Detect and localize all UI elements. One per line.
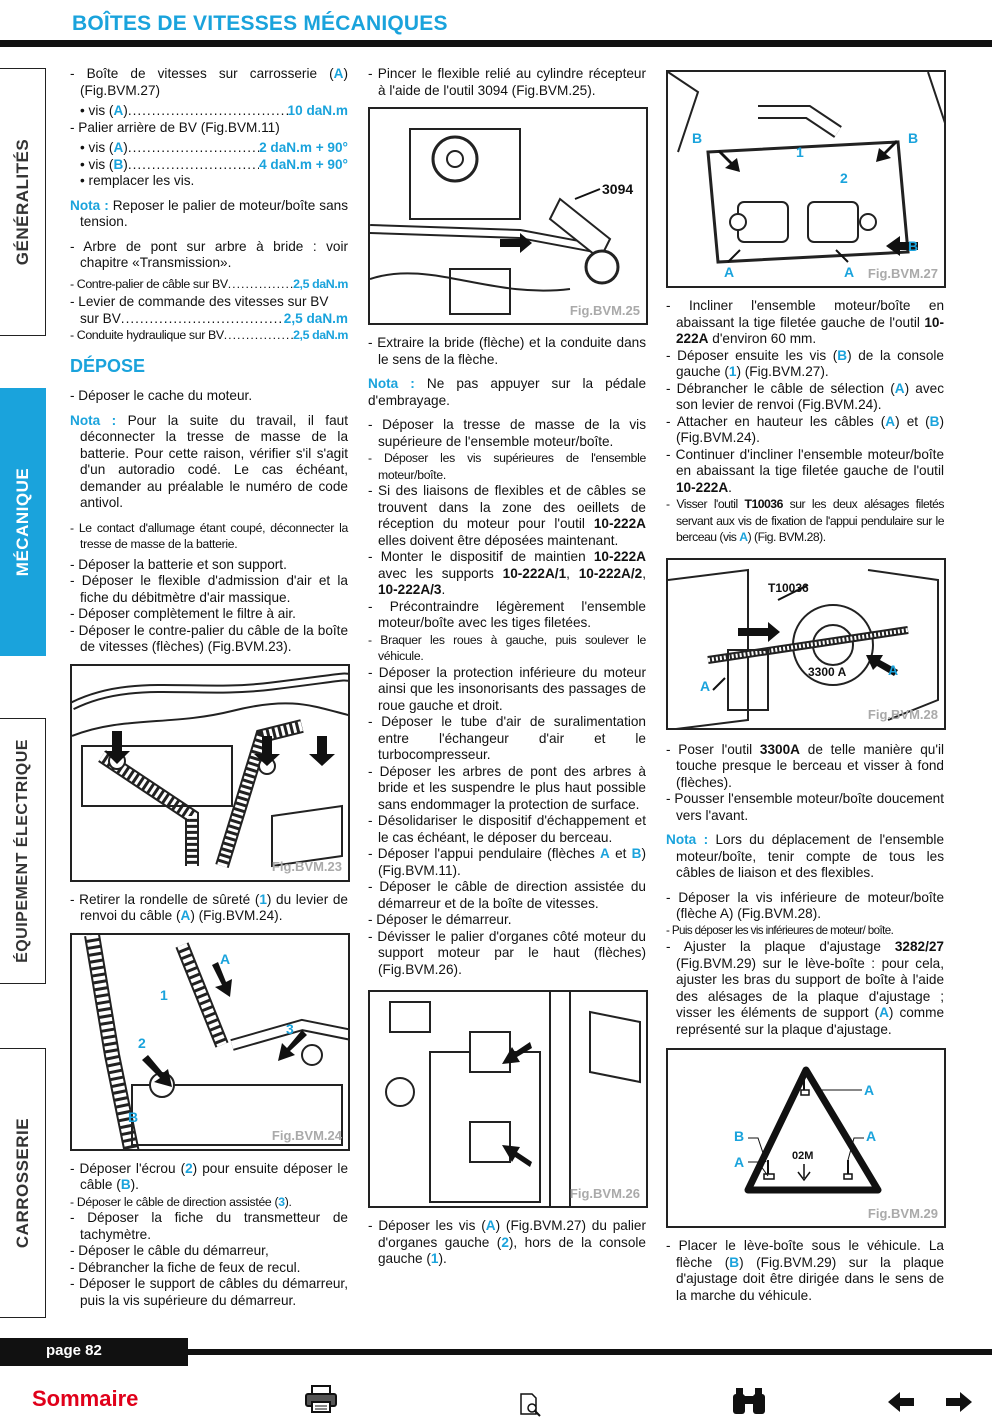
page-number-box — [0, 1338, 188, 1366]
torque-row: - Conduite hydraulique sur BV ..... 2,5 daN.m — [70, 327, 348, 344]
figure-drawing — [668, 1050, 946, 1228]
callout-label: B — [692, 130, 703, 146]
page-title: BOÎTES DE VITESSES MÉCANIQUES — [72, 12, 448, 35]
callout-label: A — [864, 1082, 875, 1098]
figure-bvm-27 — [666, 70, 946, 288]
text-paragraph: - Pousser l'ensemble moteur/boîte doucement vers l'avant. — [666, 791, 944, 823]
text-paragraph: - Désolidariser le dispositif d'échappement et le cas échéant, le déposer du berceau. — [368, 813, 646, 845]
nota-paragraph: Nota : Pour la suite du travail, il faut déconnecter la tresse de masse de la batterie. Pour cette raison, vérifier s'il s'agit d'un autoradio codé. Le cas échéant, demander au préalable le numéro de code antivol. — [70, 412, 348, 510]
tab-equipement-electrique[interactable] — [0, 718, 46, 984]
figure-caption: Fig.BVM.26 — [569, 1185, 640, 1201]
text-paragraph: - Déposer l'écrou (2) pour ensuite déposer le câble (B). — [70, 1160, 348, 1192]
text-paragraph: - Déposer la tresse de masse de la vis supérieure de l'ensemble moteur/boîte. — [368, 417, 646, 449]
text-paragraph: - Braquer les roues à gauche, puis soulever le véhicule. — [368, 632, 646, 663]
figure-bvm-26 — [368, 990, 648, 1208]
figure-drawing — [668, 72, 946, 288]
text-paragraph: - Déposer le câble du démarreur, — [70, 1243, 269, 1258]
figure-bvm-23 — [70, 664, 350, 882]
callout-label: A — [866, 1128, 877, 1144]
page-number: page 82 — [46, 1342, 102, 1359]
arrow-right-icon[interactable] — [944, 1390, 974, 1414]
text-paragraph: - Déposer le démarreur. — [368, 912, 512, 927]
figure-caption: Fig.BVM.29 — [867, 1205, 938, 1221]
callout-label: 2 — [138, 1034, 146, 1051]
figure-drawing — [72, 935, 350, 1151]
text-paragraph: - Retirer la rondelle de sûreté (1) du levier de renvoi du câble (A) (Fig.BVM.24). — [70, 891, 348, 923]
text-paragraph: - Déposer ensuite les vis (B) de la console gauche (1) (Fig.BVM.27). — [666, 347, 944, 379]
text-paragraph: - Levier de commande des vitesses sur BV — [70, 294, 329, 309]
arrow-left-icon[interactable] — [886, 1390, 916, 1414]
text-paragraph: - Le contact d'allumage étant coupé, déconnecter la tresse de masse de la batterie. — [70, 520, 348, 551]
callout-label: B — [128, 1108, 139, 1125]
torque-row: sur BV ..... 2,5 daN.m — [70, 311, 348, 328]
figure-bvm-24 — [70, 933, 350, 1151]
callout-label: A — [844, 264, 855, 280]
text-paragraph: - Déposer les vis supérieures de l'ensemble moteur/boîte. — [368, 451, 646, 482]
text-paragraph: - Débrancher la fiche de feux de recul. — [70, 1259, 301, 1275]
nota-paragraph: Nota : Reposer le palier de moteur/boîte sans tension. — [70, 197, 349, 229]
torque-row: - Contre-palier de câble sur BV ..... 2,5 daN.m — [70, 276, 348, 293]
callout-label: B — [734, 1128, 745, 1144]
nota-paragraph: Nota : Lors du déplacement de l'ensemble moteur/boîte, tenir compte de tous les câbles de liaison et des flexibles. — [666, 832, 945, 880]
callout-label: A — [888, 661, 899, 678]
tab-label: ÉQUIPEMENT ÉLECTRIQUE — [13, 739, 31, 963]
text-paragraph: - Arbre de pont sur arbre à bride : voir chapitre «Transmission». — [70, 238, 348, 270]
search-document-icon[interactable] — [518, 1392, 544, 1418]
text-paragraph: - Déposer le cache du moteur. — [70, 388, 253, 403]
callout-label: T10036 — [768, 580, 809, 595]
callout-label: B — [908, 130, 919, 146]
tab-label: GÉNÉRALITÉS — [12, 138, 32, 266]
text-paragraph: - Ajuster la plaque d'ajustage 3282/27 (Fig.BVM.29) sur le lève-boîte : pour cela, ajuster les bras du support de boîte à l'aide des alésages de la plaque d'ajustage ; visser les éléments de support (A) comme représenté sur la plaque d'ajustage. — [666, 939, 945, 1037]
figure-caption: Fig.BVM.27 — [867, 265, 938, 281]
text-paragraph: - Extraire la bride (flèche) et la conduite dans le sens de la flèche. — [368, 335, 646, 367]
figure-caption: Fig.BVM.23 — [271, 859, 342, 874]
text-paragraph: - Dévisser le palier d'organes côté moteur du support moteur par le haut (flèches) (Fig.BVM.26). — [368, 928, 646, 977]
printer-icon[interactable] — [304, 1384, 338, 1414]
text-paragraph: - Déposer le câble de direction assistée (3). — [70, 1194, 292, 1209]
text-paragraph: - Pincer le flexible relié au cylindre récepteur à l'aide de l'outil 3094 (Fig.BVM.25). — [368, 66, 646, 98]
tab-carrosserie[interactable] — [0, 1048, 46, 1318]
text-paragraph: • remplacer les vis. — [80, 173, 195, 188]
section-heading: DÉPOSE — [70, 355, 146, 376]
column-1 — [70, 66, 348, 1309]
torque-row: • vis (A) ..... 2 daN.m + 90° — [70, 140, 348, 157]
tab-generalites[interactable] — [0, 68, 46, 336]
figure-bvm-25 — [368, 107, 648, 325]
text-paragraph: - Monter le dispositif de maintien 10-222A avec les supports 10-222A/1, 10-222A/2, 10-222A/3. — [368, 549, 646, 597]
text-paragraph: - Précontraindre légèrement l'ensemble moteur/boîte avec les tiges filetées. — [368, 598, 646, 630]
nota-paragraph: Nota : Ne pas appuyer sur la pédale d'embrayage. — [368, 376, 647, 408]
text-paragraph: - Débrancher le câble de sélection (A) avec son levier de renvoi (Fig.BVM.24). — [666, 380, 944, 412]
text-paragraph: - Déposer la batterie et son support. — [70, 556, 287, 572]
text-paragraph: - Déposer la fiche du transmetteur de tachymètre. — [70, 1210, 348, 1242]
plate-label: 02M — [792, 1150, 814, 1162]
callout-label: 3094 — [602, 181, 634, 197]
callout-label: 3 — [286, 1020, 294, 1037]
torque-row: • vis (B) ..... 4 daN.m + 90° — [70, 157, 348, 174]
text-paragraph: - Déposer le flexible d'admission d'air et la fiche du débitmètre d'air massique. — [70, 573, 348, 605]
text-paragraph: - Incliner l'ensemble moteur/boîte en abaissant la tige filetée gauche de l'outil 10-222A d'environ 60 mm. — [666, 298, 944, 346]
text-paragraph: - Déposer le tube d'air de suralimentation entre l'échangeur d'air et le turbocompresseur. — [368, 714, 646, 762]
tab-label: CARROSSERIE — [12, 1117, 32, 1249]
callout-label: A — [734, 1154, 745, 1170]
text-paragraph: - Attacher en hauteur les câbles (A) et (B) (Fig.BVM.24). — [666, 413, 944, 445]
callout-label: A — [220, 950, 231, 967]
torque-row: • vis (A) ..... 10 daN.m — [70, 103, 348, 120]
column-3 — [666, 66, 944, 1304]
text-paragraph: - Déposer le câble de direction assistée du démarreur et de la boîte de vitesses. — [368, 879, 646, 911]
text-paragraph: - Boîte de vitesses sur carrosserie (A) (Fig.BVM.27) — [70, 66, 348, 98]
text-paragraph: - Déposer le contre-palier du câble de la boîte de vitesses (flèches) (Fig.BVM.23). — [70, 622, 348, 654]
text-paragraph: - Visser l'outil T10036 sur les deux alésages filetés servant aux vis de fixation de l'appui pendulaire sur le berceau (vis A) (Fig. BVM.28). — [666, 497, 944, 544]
binoculars-icon[interactable] — [730, 1386, 768, 1416]
figure-caption: Fig.BVM.25 — [569, 302, 640, 318]
callout-label: 1 — [796, 144, 804, 160]
tab-mecanique[interactable] — [0, 388, 46, 656]
callout-label: 3300 A — [808, 664, 847, 679]
text-paragraph: - Placer le lève-boîte sous le véhicule. La flèche (B) (Fig.BVM.29) sur la plaque d'ajustage doit être dirigée dans le sens de la marche du véhicule. — [666, 1238, 944, 1303]
text-paragraph: - Poser l'outil 3300A de telle manière qu'il touche presque le berceau et visser à fond (flèches). — [666, 741, 944, 790]
text-paragraph: - Déposer les arbres de pont des arbres à bride et les suspendre le plus haut possible sans endommager la protection de surface. — [368, 763, 646, 812]
callout-label: A — [724, 264, 735, 280]
text-paragraph: - Puis déposer les vis inférieures de moteur/ boîte. — [666, 923, 894, 937]
figure-caption: Fig.BVM.24 — [271, 1128, 342, 1143]
figure-drawing — [72, 666, 350, 882]
callout-label: B — [908, 238, 919, 254]
text-paragraph: - Palier arrière de BV (Fig.BVM.11) — [70, 119, 280, 135]
sommaire-link[interactable]: Sommaire — [32, 1386, 139, 1411]
figure-bvm-29 — [666, 1048, 946, 1228]
text-paragraph: - Déposer la vis inférieure de moteur/boîte (flèche A) (Fig.BVM.28). — [666, 889, 944, 921]
text-paragraph: - Déposer les vis (A) (Fig.BVM.27) du palier d'organes gauche (2), hors de la console gauche (1). — [368, 1218, 646, 1266]
text-paragraph: - Continuer d'incliner l'ensemble moteur/boîte en abaissant la tige filetée gauche de l'outil 10-222A. — [666, 446, 944, 495]
figure-caption: Fig.BVM.28 — [867, 707, 938, 722]
text-paragraph: - Déposer complètement le filtre à air. — [70, 606, 296, 621]
callout-label: 2 — [840, 170, 848, 186]
text-paragraph: - Déposer le support de câbles du démarreur, puis la vis supérieure du démarreur. — [70, 1276, 348, 1308]
figure-drawing — [370, 109, 648, 325]
column-2 — [368, 66, 646, 1272]
callout-label: A — [700, 677, 711, 694]
header-rule — [0, 40, 992, 47]
text-paragraph: - Déposer la protection inférieure du moteur ainsi que les insonorisants des passages de roue gauche et droit. — [368, 664, 646, 713]
tab-label: MÉCANIQUE — [12, 467, 32, 577]
text-paragraph: - Si des liaisons de flexibles et de câbles se trouvent dans la zone des oeillets de réception du moteur pour l'outil 10-222A elles doivent être déposées maintenant. — [368, 483, 646, 548]
figure-bvm-28 — [666, 558, 946, 730]
figure-drawing — [370, 992, 648, 1208]
callout-label: 1 — [160, 986, 168, 1003]
text-paragraph: - Déposer l'appui pendulaire (flèches A et B) (Fig.BVM.11). — [368, 846, 646, 878]
